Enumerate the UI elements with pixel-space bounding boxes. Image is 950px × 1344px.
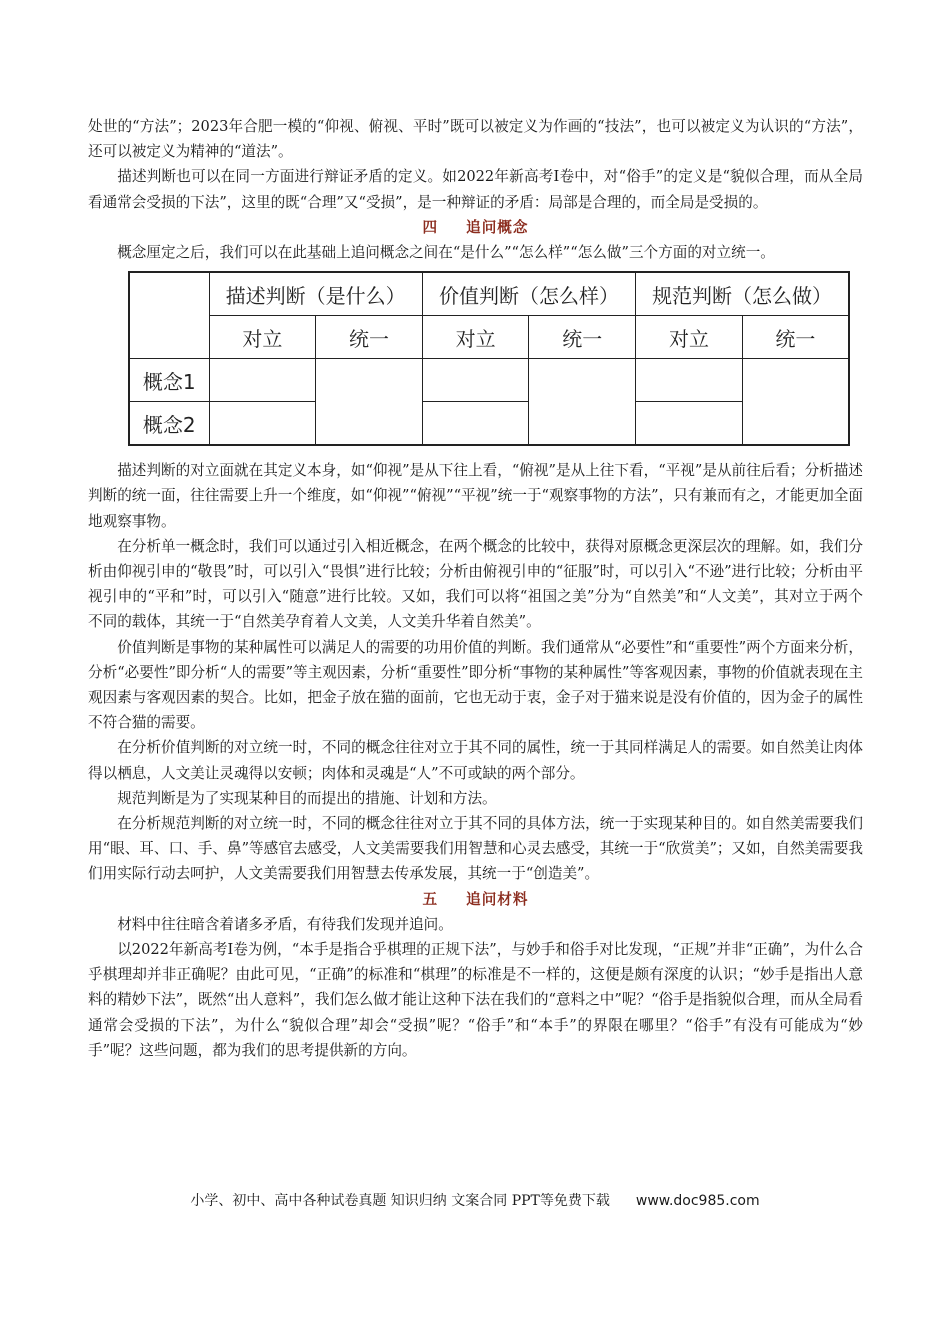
sub-header: 统一 xyxy=(742,316,849,359)
sub-header: 对立 xyxy=(422,316,529,359)
sub-header: 对立 xyxy=(636,316,743,359)
table-cell xyxy=(636,359,743,402)
section-title: 追问概念 xyxy=(466,218,529,236)
document-body xyxy=(88,114,863,1063)
table-cell xyxy=(742,359,849,446)
paragraph: 在分析规范判断的对立统一时，不同的概念往往对立于其不同的具体方法，统一于实现某种目的。如自然美需要我们用“眼、耳、口、手、鼻”等感官去感受，人文美需要我们用智慧和心灵去感受，其统一于“欣赏美”；又如，自然美需要我们用实际行动去呵护，人文美需要我们用智慧去传承发展，其统一于“创造美”。 xyxy=(88,815,863,883)
table-cell xyxy=(636,402,743,446)
table-cell xyxy=(316,359,423,446)
header-descriptive: 描述判断（是什么） xyxy=(209,272,422,316)
sub-header: 对立 xyxy=(209,316,316,359)
paragraph: 规范判断是为了实现某种目的而提出的措施、计划和方法。 xyxy=(117,789,497,807)
section-title: 追问材料 xyxy=(466,890,529,908)
paragraph: 以2022年新高考I卷为例，“本手是指合乎棋理的正规下法”，与妙手和俗手对比发现，“正规”并非“正确”，为什么合乎棋理却并非正确呢？由此可见，“正确”的标准和“棋理”的标准是不一样的，这便是颇有深度的认识；“妙手是指出人意料的精妙下法”，既然“出人意料”，我们怎么做才能让这种下法在我们的“意料之中”呢？“俗手是指貌似合理，而从全局看通常会受损的下法”，为什么“貌似合理”却会“受损”呢？“俗手”和“本手”的界限在哪里？“俗手”有没有可能成为“妙手”呢？这些问题，都为我们的思考提供新的方向。 xyxy=(88,941,863,1059)
concept-table xyxy=(128,271,852,446)
table-cell xyxy=(209,402,316,446)
paragraph: 在分析单一概念时，我们可以通过引入相近概念，在两个概念的比较中，获得对原概念更深层次的理解。如，我们分析由仰视引申的“敬畏”时，可以引入“畏惧”进行比较；分析由俯视引申的“征服”时，可以引入“不逊”进行比较；分析由平视引申的“平和”时，可以引入“随意”进行比较。又如，我们可以将“祖国之美”分为“自然美”和“人文美”，其对立于两个不同的载体，其统一于“自然美孕育着人文美，人文美升华着自然美”。 xyxy=(88,537,863,631)
section-heading-5 xyxy=(88,887,863,912)
paragraph: 材料中往往暗含着诸多矛盾，有待我们发现并追问。 xyxy=(117,915,453,933)
footer-site: www.doc985.com xyxy=(635,1193,760,1209)
paragraph: 价值判断是事物的某种属性可以满足人的需要的功用价值的判断。我们通常从“必要性”和“重要性”两个方面来分析，分析“必要性”即分析“人的需要”等主观因素，分析“重要性”即分析“事物的某种属性”等客观因素，事物的价值就表现在主观因素与客观因素的契合。比如，把金子放在猫的面前，它也无动于衷，金子对于猫来说是没有价值的，因为金子的属性不符合猫的需要。 xyxy=(88,638,863,732)
row-label: 概念2 xyxy=(129,402,209,446)
footer-text: 小学、初中、高中各种试卷真题 知识归纳 文案合同 PPT等免费下载 xyxy=(190,1193,610,1209)
header-value: 价值判断（怎么样） xyxy=(422,272,635,316)
table-cell xyxy=(422,402,529,446)
paragraph: 描述判断也可以在同一方面进行辩证矛盾的定义。如2022年新高考I卷中，对“俗手”的定义是“貌似合理，而从全局看通常会受损的下法”，这里的既“合理”又“受损”，是一种辩证的矛盾：局部是合理的，而全局是受损的。 xyxy=(88,168,863,211)
corner-cell xyxy=(129,272,209,359)
sub-header: 统一 xyxy=(316,316,423,359)
sub-header: 统一 xyxy=(529,316,636,359)
section-number: 五 xyxy=(422,890,439,908)
paragraph: 处世的“方法”；2023年合肥一模的“仰视、俯视、平时”既可以被定义为作画的“技法”，也可以被定义为认识的“方法”，还可以被定义为精神的“道法”。 xyxy=(88,118,863,161)
row-label: 概念1 xyxy=(129,359,209,402)
header-normative: 规范判断（怎么做） xyxy=(636,272,849,316)
paragraph: 描述判断的对立面就在其定义本身，如“仰视”是从下往上看，“俯视”是从上往下看，“平视”是从前往后看；分析描述判断的统一面，往往需要上升一个维度，如“仰视”“俯视”“平视”统一于“观察事物的方法”，只有兼而有之，才能更加全面地观察事物。 xyxy=(88,462,863,530)
page-footer xyxy=(0,1190,950,1210)
paragraph: 概念厘定之后，我们可以在此基础上追问概念之间在“是什么”“怎么样”“怎么做”三个方面的对立统一。 xyxy=(117,244,775,262)
table-cell xyxy=(529,359,636,446)
section-heading-4 xyxy=(88,215,863,240)
table-cell xyxy=(422,359,529,402)
section-number: 四 xyxy=(422,218,439,236)
paragraph: 在分析价值判断的对立统一时，不同的概念往往对立于其不同的属性，统一于其同样满足人的需要。如自然美让肉体得以栖息，人文美让灵魂得以安顿；肉体和灵魂是“人”不可或缺的两个部分。 xyxy=(88,739,863,782)
table-cell xyxy=(209,359,316,402)
concept-grid xyxy=(128,271,850,446)
